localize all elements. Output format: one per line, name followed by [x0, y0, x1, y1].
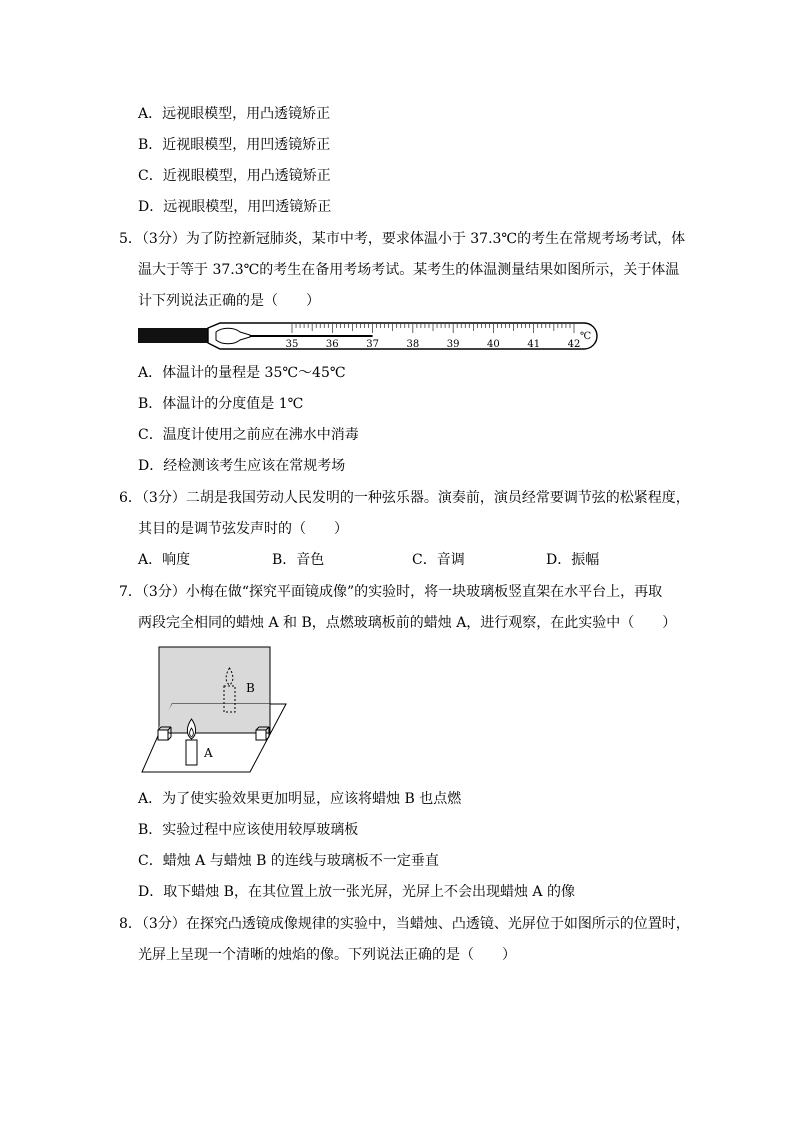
scale-label: 35 [285, 339, 299, 350]
q6-stem-line2: 其目的是调节弦发声时的（ ） [138, 521, 348, 537]
thermometer-figure [136, 318, 600, 354]
q5-option-d: D．经检测该考生应该在常规考场 [138, 458, 346, 474]
q8-stem-line1: 8．（3分）在探究凸透镜成像规律的实验中，当蜡烛、凸透镜、光屏位于如图所示的位置时， [119, 916, 690, 932]
mirror-experiment-figure [138, 644, 298, 776]
thermometer-black-end [138, 328, 208, 343]
q7-option-c: C．蜡烛 A 与蜡烛 B 的连线与玻璃板不一定垂直 [138, 853, 439, 869]
scale-label: 40 [487, 339, 500, 350]
label-a: A [204, 746, 213, 760]
candle-a [186, 719, 197, 765]
q4-option-d: D．远视眼模型，用凹透镜矫正 [138, 199, 332, 215]
q5-option-b: B．体温计的分度值是 1℃ [138, 396, 304, 412]
q5-stem-line2: 温大于等于 37.3℃的考生在备用考场考试。某考生的体温测量结果如图所示，关于体温 [138, 262, 680, 278]
q8-stem-line2: 光屏上呈现一个清晰的烛焰的像。下列说法正确的是（ ） [138, 947, 516, 963]
scale-label: 39 [446, 339, 460, 350]
q5-stem-line1: 5．（3分）为了防控新冠肺炎，某市中考，要求体温小于 37.3℃的考生在常规考场考试，体 [119, 231, 686, 247]
q6-option-c: C．音调 [412, 552, 465, 568]
glass-plate-front [159, 704, 270, 733]
q7-option-a: A．为了使实验效果更加明显，应该将蜡烛 B 也点燃 [138, 791, 462, 807]
q5-option-a: A．体温计的量程是 35℃～45℃ [138, 365, 346, 381]
thermometer-unit: ℃ [580, 331, 592, 342]
scale-label: 36 [325, 339, 339, 350]
q6-option-d: D．振幅 [546, 552, 600, 568]
q7-option-d: D．取下蜡烛 B，在其位置上放一张光屏，光屏上不会出现蜡烛 A 的像 [138, 884, 575, 900]
q5-stem-line3: 计下列说法正确的是（ ） [138, 293, 320, 309]
scale-label: 41 [527, 339, 541, 350]
scale-label: 38 [406, 339, 420, 350]
scale-label: 37 [366, 339, 379, 350]
q7-stem-line2: 两段完全相同的蜡烛 A 和 B，点燃玻璃板前的蜡烛 A，进行观察，在此实验中（ ） [138, 615, 677, 631]
q4-option-c: C．近视眼模型，用凸透镜矫正 [138, 168, 331, 184]
q7-option-b: B．实验过程中应该使用较厚玻璃板 [138, 822, 359, 838]
q7-stem-line1: 7．（3分）小梅在做“探究平面镜成像”的实验时，将一块玻璃板竖直架在水平台上，再取 [119, 584, 663, 600]
scale-label: 42 [567, 339, 581, 350]
q5-option-c: C．温度计使用之前应在沸水中消毒 [138, 427, 359, 443]
q4-option-a: A．远视眼模型，用凸透镜矫正 [138, 106, 331, 122]
q6-option-a: A．响度 [138, 552, 191, 568]
label-b: B [246, 681, 255, 695]
q6-stem-line1: 6．（3分）二胡是我国劳动人民发明的一种弦乐器。演奏前，演员经常要调节弦的松紧程度， [119, 490, 690, 506]
q4-option-b: B．近视眼模型，用凹透镜矫正 [138, 137, 331, 153]
q6-option-b: B．音色 [272, 552, 325, 568]
